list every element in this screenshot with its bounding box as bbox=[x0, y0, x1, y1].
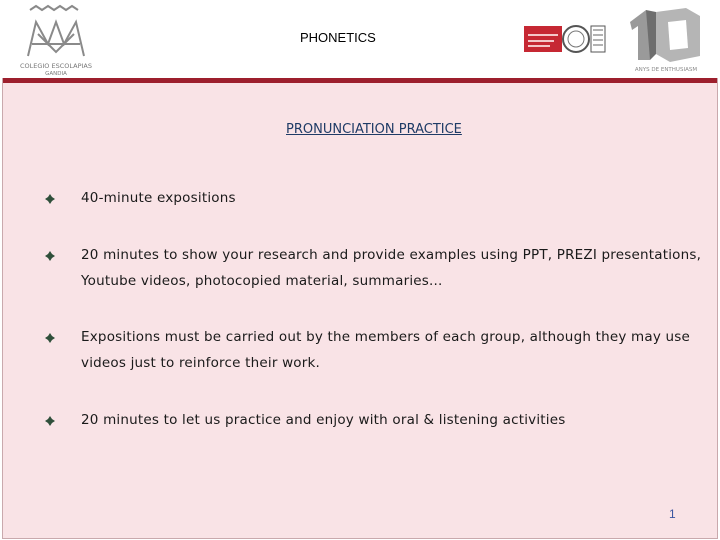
bullet-text: 40-minute expositions bbox=[81, 190, 236, 206]
bullet-text: 20 minutes to show your research and provide examples using PPT, PREZI presentations, Youtube videos, photocopied material, summaries... bbox=[81, 247, 702, 289]
slide-header bbox=[0, 0, 720, 78]
bullet-text: 20 minutes to let us practice and enjoy with oral & listening activities bbox=[81, 412, 566, 428]
slide-heading: PRONUNCIATION PRACTICE bbox=[286, 122, 462, 137]
school-crest-icon bbox=[8, 4, 104, 76]
slide-body bbox=[2, 78, 718, 539]
diamond-bullet-icon bbox=[45, 194, 55, 204]
svg-text:ANYS DE ENTHUSIASM: ANYS DE ENTHUSIASM bbox=[634, 67, 698, 73]
bullet-text: Expositions must be carried out by the members of each group, although they may use videos just to reinforce their work. bbox=[81, 329, 691, 371]
header-title: PHONETICS bbox=[300, 30, 376, 45]
svg-text:GANDIA: GANDIA bbox=[45, 71, 67, 76]
page-number: 1 bbox=[669, 507, 676, 521]
accent-bar bbox=[3, 78, 717, 83]
diamond-bullet-icon bbox=[45, 251, 55, 261]
certification-seal-icon bbox=[524, 22, 606, 56]
diamond-bullet-icon bbox=[45, 416, 55, 426]
anniversary-10-icon bbox=[626, 4, 706, 74]
svg-text:COLEGIO ESCOLAPIAS: COLEGIO ESCOLAPIAS bbox=[19, 62, 93, 70]
diamond-bullet-icon bbox=[45, 333, 55, 343]
